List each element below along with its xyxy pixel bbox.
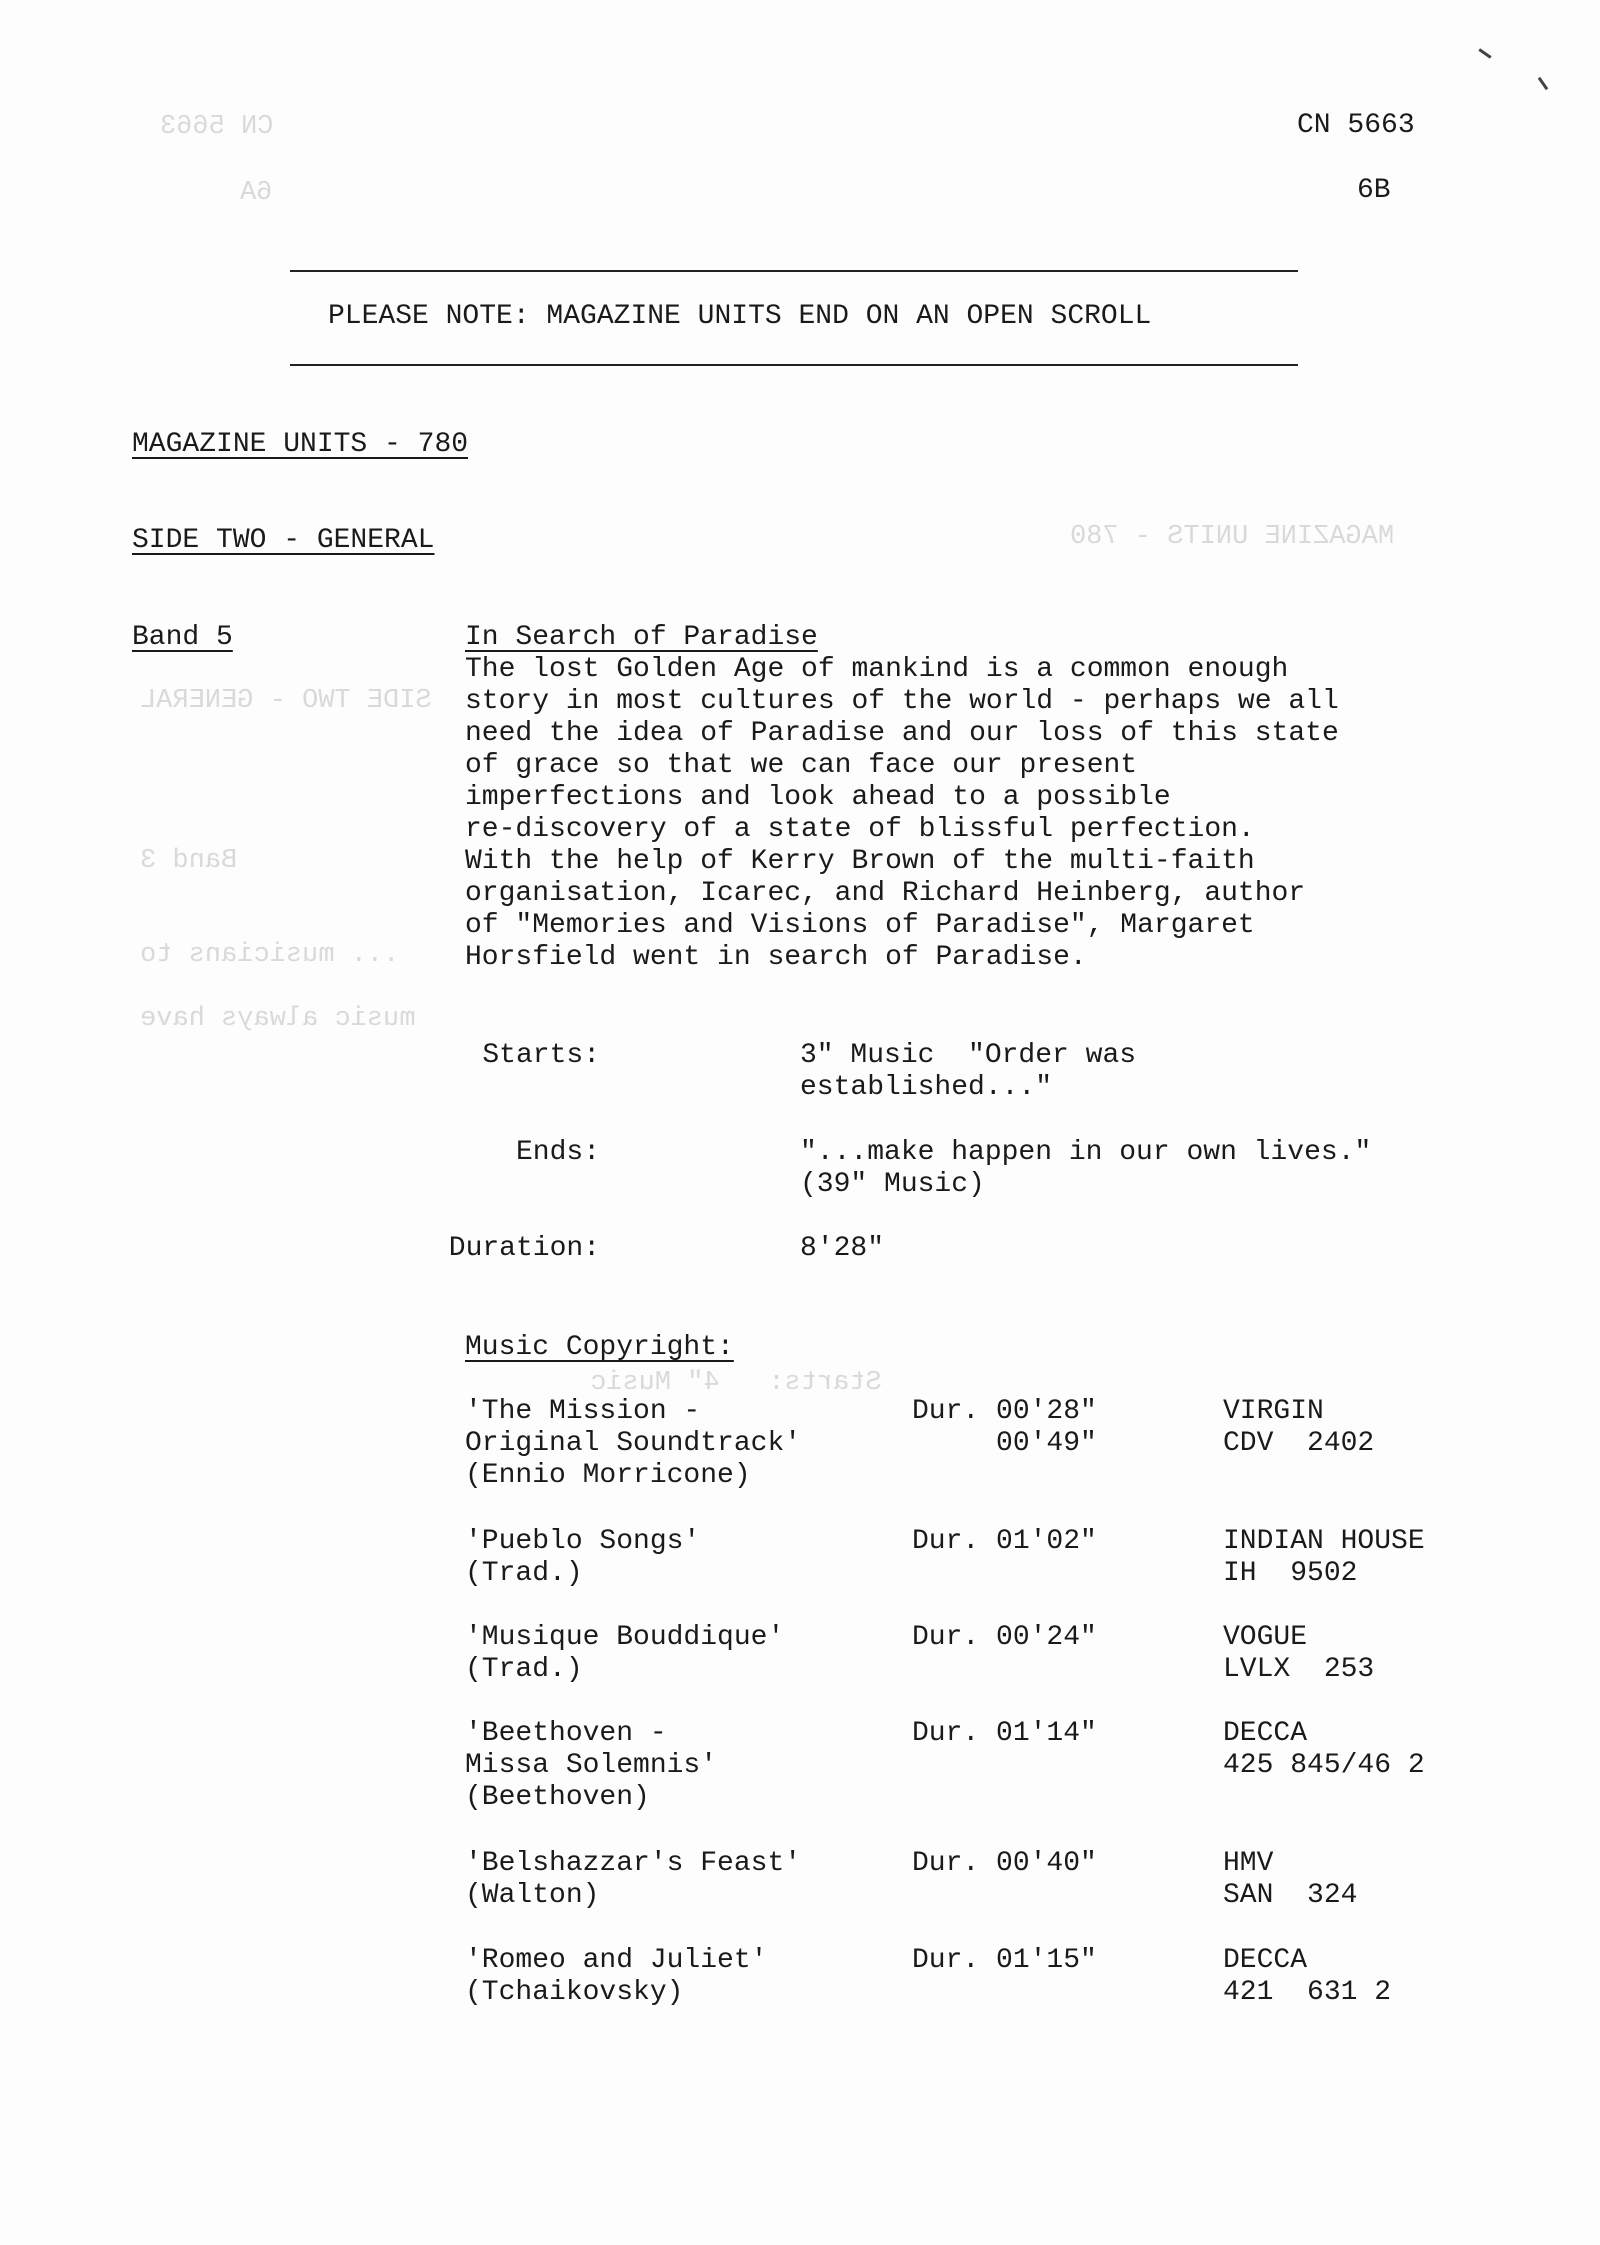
duration-label: Duration: — [448, 1233, 600, 1264]
divider-top — [290, 270, 1298, 272]
divider-bottom — [290, 364, 1298, 366]
music-duration: Dur. 00'40" — [912, 1848, 1097, 1879]
bleed-through-text: Band 3 — [140, 846, 238, 876]
ends-value: "...make happen in our own lives." (39" Music) — [800, 1137, 1372, 1200]
music-title: 'The Mission - Original Soundtrack' (Ennio Morricone) — [465, 1396, 802, 1491]
bleed-through-text: Starts: 4" Music — [590, 1368, 882, 1398]
section-heading: MAGAZINE UNITS - 780 — [132, 429, 469, 460]
music-label: VIRGIN CDV 2402 — [1223, 1396, 1375, 1459]
band-title: In Search of Paradise — [465, 622, 818, 653]
music-title: 'Beethoven - Missa Solemnis' (Beethoven) — [465, 1718, 718, 1813]
staple-mark — [1478, 48, 1491, 58]
bleed-through-text: music always have — [140, 1004, 416, 1034]
doc-code: CN 5663 — [1297, 110, 1415, 141]
music-duration: Dur. 00'24" — [912, 1622, 1097, 1653]
page-number: 6B — [1357, 175, 1391, 206]
band-description: The lost Golden Age of mankind is a common enough story in most cultures of the world - perhaps we all need the idea of Paradise and our loss of this state of grace so that we can face our present imperfections and look ahead to a possible re-discovery of a state of blissful perfection. With the help of Kerry Brown of the multi-faith organisation, Icarec, and Richard Heinberg, author of "Memories and Visions of Paradise", Margaret Horsfield went in search of Paradise. — [465, 654, 1339, 973]
bleed-through-text: CN 5663 — [160, 112, 274, 142]
music-duration: Dur. 01'02" — [912, 1526, 1097, 1557]
music-label: INDIAN HOUSE IH 9502 — [1223, 1526, 1425, 1589]
music-title: 'Belshazzar's Feast' (Walton) — [465, 1848, 802, 1911]
duration-value: 8'28" — [800, 1233, 885, 1264]
staple-mark — [1538, 77, 1548, 90]
music-label: HMV SAN 324 — [1223, 1848, 1358, 1911]
cue-block — [380, 1040, 1480, 1270]
music-duration: Dur. 01'14" — [912, 1718, 1097, 1749]
bleed-through-text: MAGAZINE UNITS - 780 — [1070, 522, 1395, 552]
side-heading: SIDE TWO - GENERAL — [132, 525, 435, 556]
bleed-through-text: ... musicians to — [140, 940, 400, 970]
starts-value: 3" Music "Order was established..." — [800, 1040, 1137, 1103]
music-title: 'Romeo and Juliet' (Tchaikovsky) — [465, 1945, 768, 2008]
music-label: DECCA 421 631 2 — [1223, 1945, 1392, 2008]
music-duration: Dur. 01'15" — [912, 1945, 1097, 1976]
band-label: Band 5 — [132, 622, 233, 653]
music-heading: Music Copyright: — [465, 1332, 734, 1363]
ends-label: Ends: — [515, 1137, 600, 1168]
starts-label: Starts: — [482, 1040, 600, 1071]
music-label: VOGUE LVLX 253 — [1223, 1622, 1375, 1685]
bleed-through-text: 6A — [240, 178, 273, 208]
music-title: 'Musique Bouddique' (Trad.) — [465, 1622, 785, 1685]
notice-text: PLEASE NOTE: MAGAZINE UNITS END ON AN OPEN SCROLL — [328, 301, 1152, 332]
bleed-through-text: SIDE TWO - GENERAL — [140, 686, 432, 716]
music-duration: Dur. 00'28" 00'49" — [912, 1396, 1097, 1459]
music-title: 'Pueblo Songs' (Trad.) — [465, 1526, 701, 1589]
music-label: DECCA 425 845/46 2 — [1223, 1718, 1425, 1781]
